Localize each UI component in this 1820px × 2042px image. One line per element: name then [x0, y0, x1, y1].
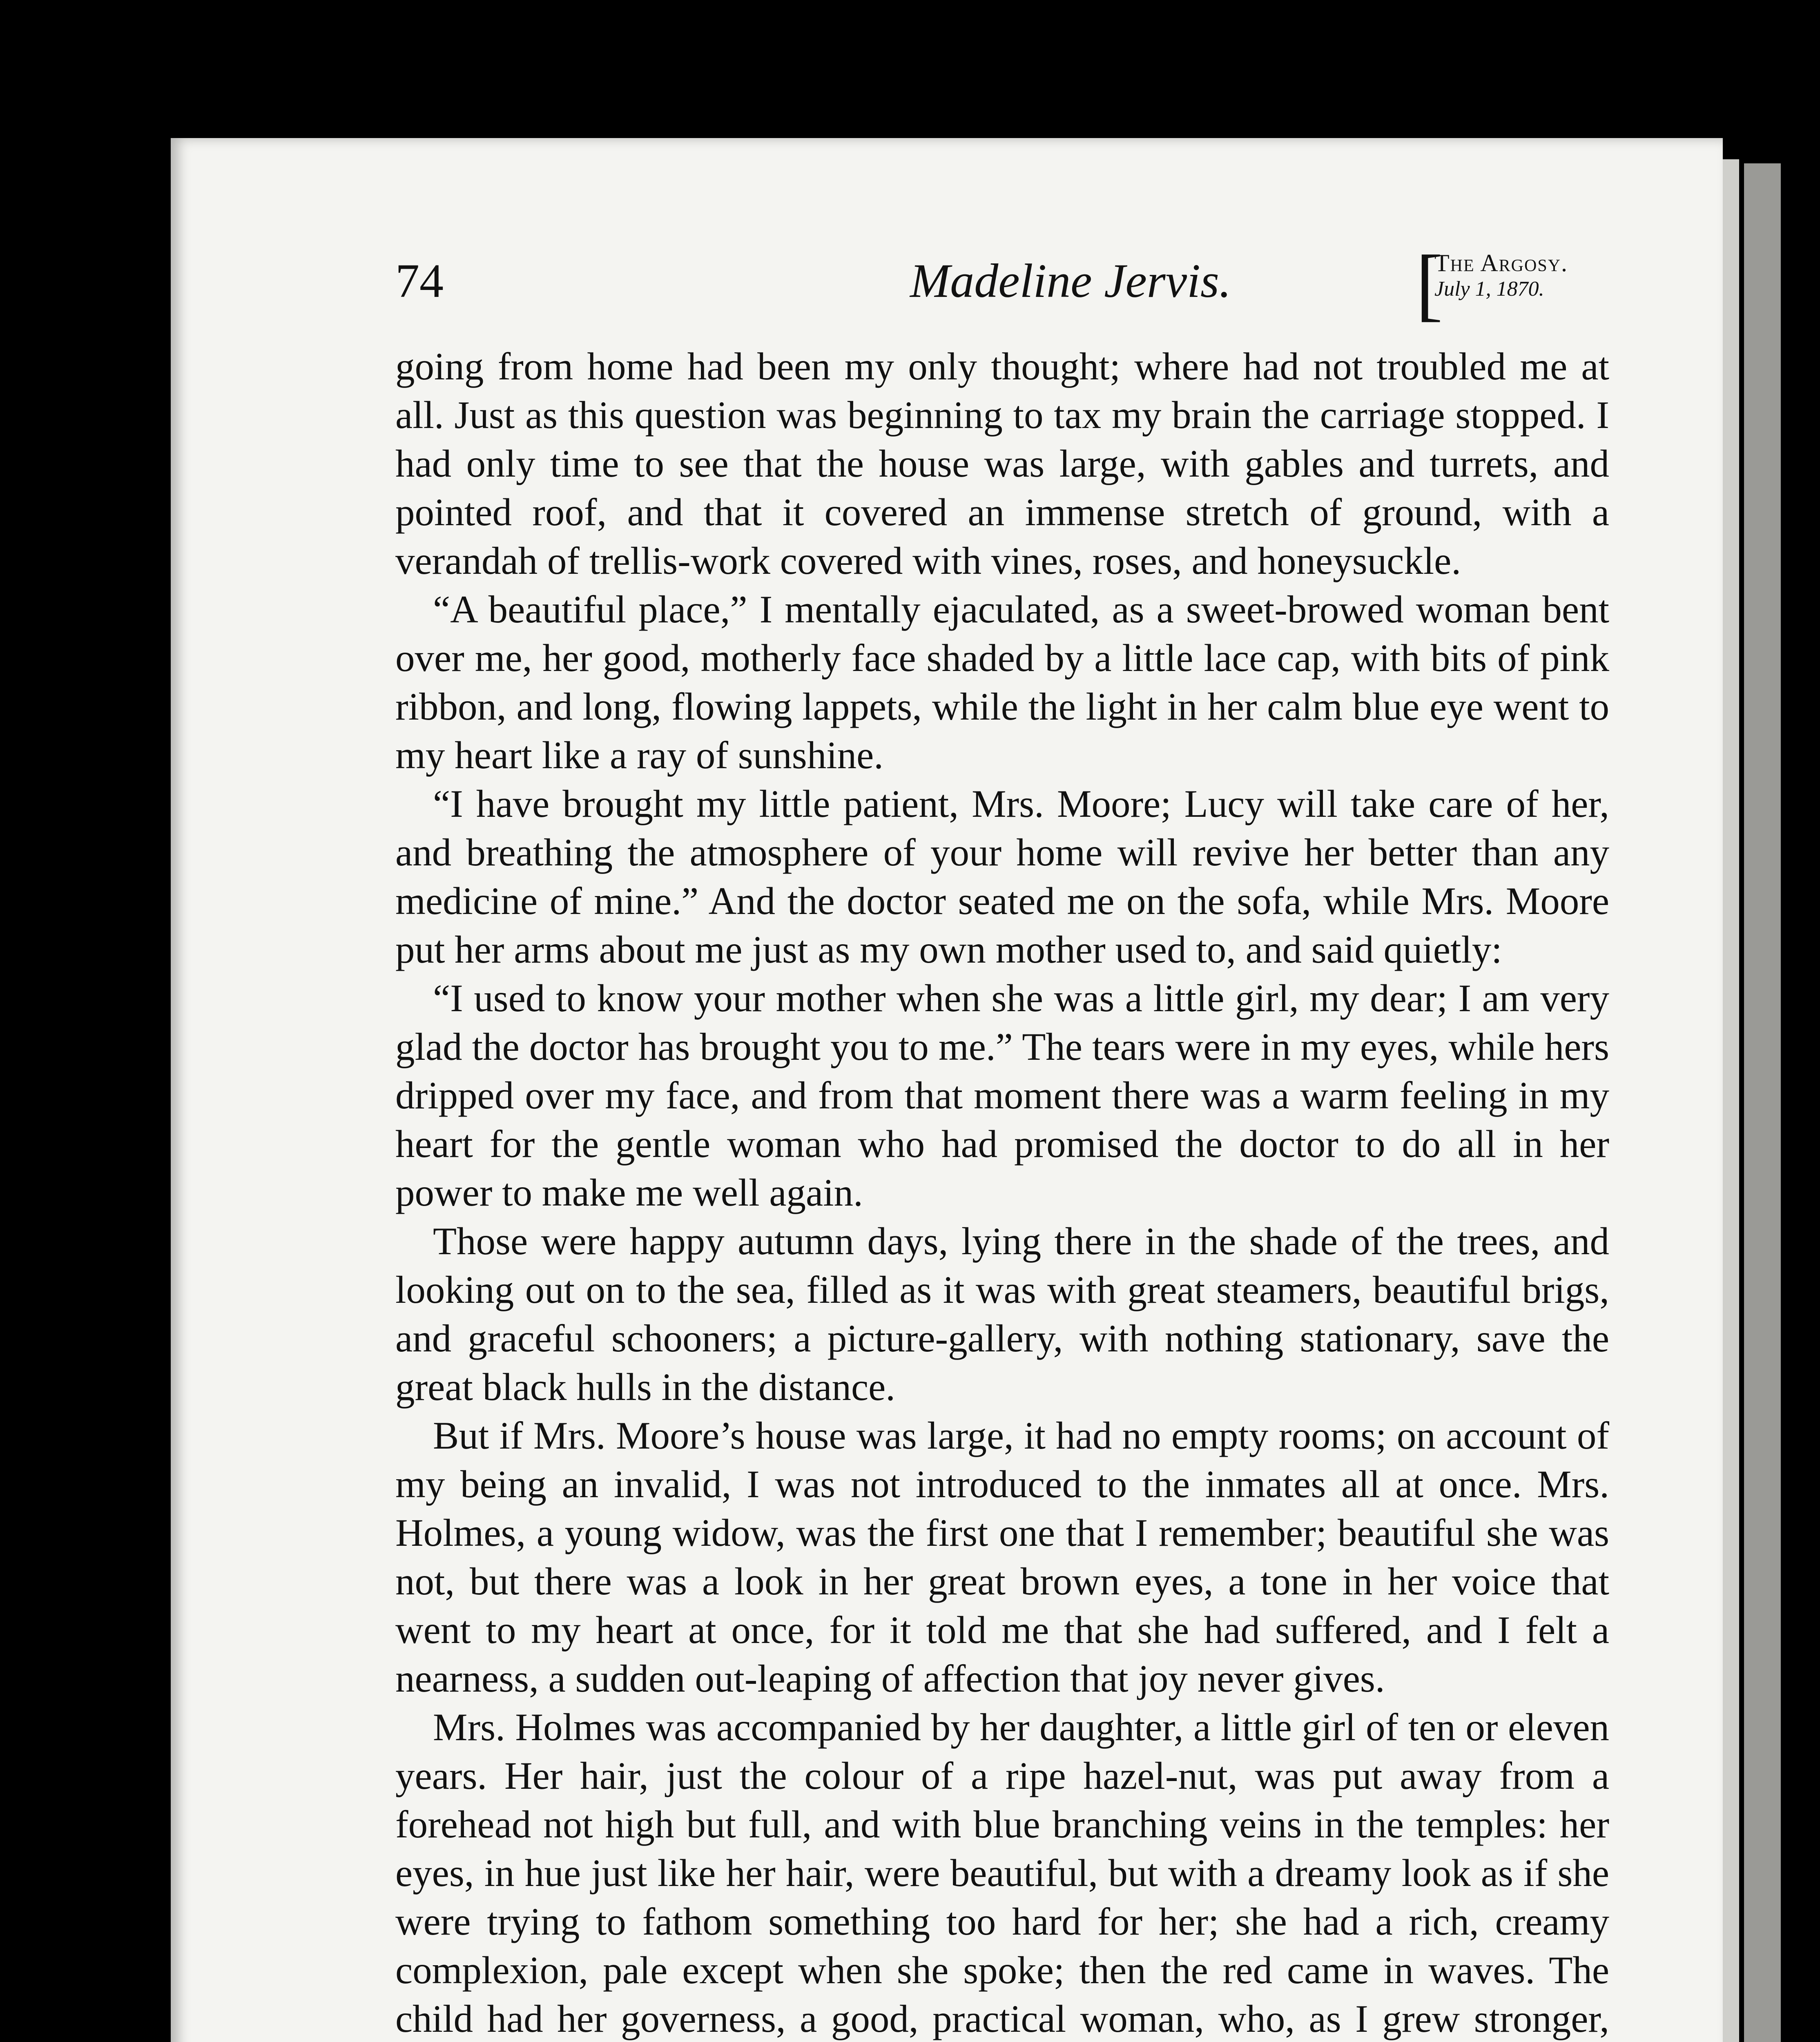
page-number: 74: [395, 254, 444, 308]
paragraph: Those were happy autumn days, lying there in the shade of the trees, and looking out on to the sea, filled as it was with great steamers, beautiful brigs, and graceful schooners; a picture-gallery, with nothing stationary, save the great black hulls in the distance.: [395, 1219, 1609, 1409]
binding-strip: [1744, 163, 1781, 2042]
paragraph: “I have brought my little patient, Mrs. Moore; Lucy will take care of her, and breathing the atmosphere of your home will revive her better than any medicine of mine.” And the doctor seated me on the sofa, while Mrs. Moore put her arms about me just as my own mother used to, and said quietly:: [395, 782, 1609, 971]
paragraph: “I used to know your mother when she was a little girl, my dear; I am very glad the doctor has brought you to me.” The tears were in my eyes, while hers dripped over my face, and from that moment there was a warm feeling in my heart for the gentle woman who had promised the doctor to do all in her power to make me well again.: [395, 976, 1609, 1214]
body-text: [395, 342, 1609, 2042]
running-title: Madeline Jervis.: [910, 254, 1231, 308]
paragraph: But if Mrs. Moore’s house was large, it had no empty rooms; on account of my being an invalid, I was not introduced to the inmates all at once. Mrs. Holmes, a young widow, was the first one that I remember; beautiful she was not, but there was a look in her great brown eyes, a tone in her voice that went to my heart at once, for it told me that she had suffered, and I felt a nearness, a sudden out-leaping of affection that joy never gives.: [395, 1414, 1609, 1700]
publication-name: The Argosy.: [1434, 250, 1568, 276]
paragraph: Mrs. Holmes was accompanied by her daughter, a little girl of ten or eleven years. Her hair, just the colour of a ripe hazel-nut, was put away from a forehead not high but full, and with blue branching veins in the temples: her eyes, in hue just like her hair, were beautiful, but with a dreamy look as if she were trying to fathom something too hard for her; she had a rich, creamy complexion, pale except when she spoke; then the red came in waves. The child had her governess, a good, practical woman, who, as I grew stronger,: [395, 1705, 1609, 2040]
page-edge: [1723, 159, 1739, 2042]
page-header: [224, 239, 1629, 329]
issue-date: July 1, 1870.: [1434, 277, 1544, 301]
bracket-mark: [: [1416, 239, 1443, 329]
paragraph: going from home had been my only thought; where had not troubled me at all. Just as this question was beginning to tax my brain the carriage stopped. I had only time to see that the house was large, with gables and turrets, and pointed roof, and that it covered an immense stretch of ground, with a verandah of trellis-work covered with vines, roses, and honeysuckle.: [395, 345, 1609, 582]
source-citation: [1416, 239, 1568, 329]
paragraph: “A beautiful place,” I mentally ejaculated, as a sweet-browed woman bent over me, her good, motherly face shaded by a little lace cap, with bits of pink ribbon, and long, flowing lappets, while the light in her calm blue eye went to my heart like a ray of sunshine.: [395, 588, 1609, 777]
